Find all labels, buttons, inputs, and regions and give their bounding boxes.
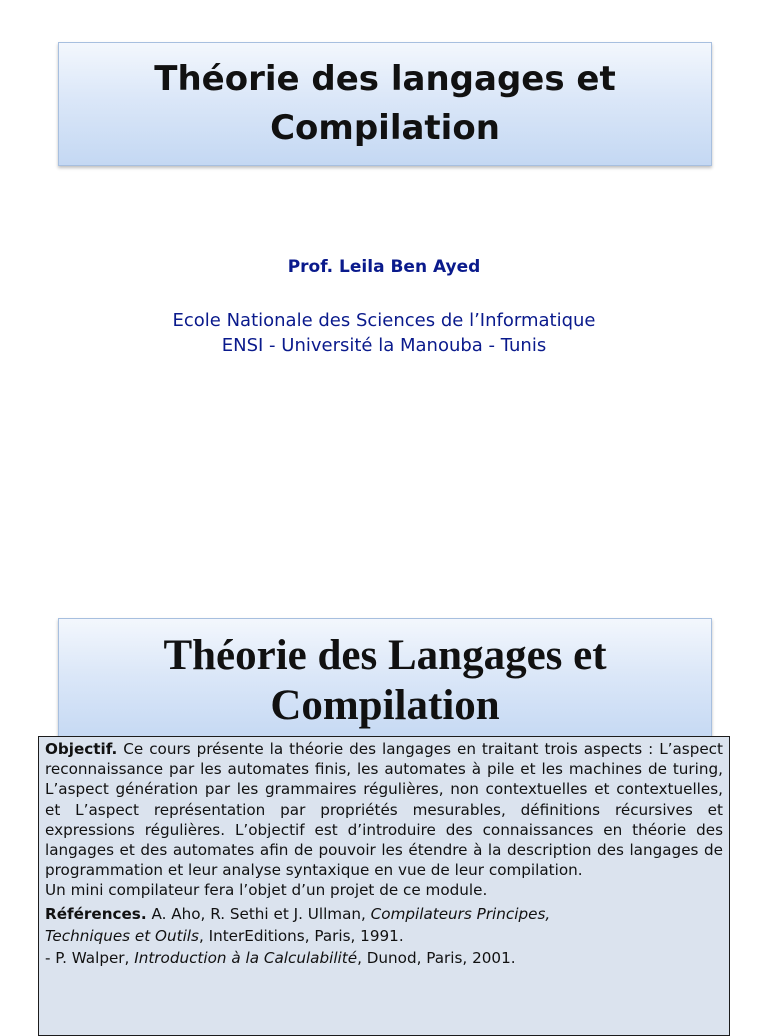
reference-1-title-part-1: Compilateurs Principes, [370, 904, 551, 923]
reference-1-title-part-2: Techniques et Outils [45, 926, 199, 945]
slide-2-title-line-2: Compilation [270, 682, 500, 729]
slide-1-title-box [58, 42, 712, 166]
reference-1-authors: A. Aho, R. Sethi et J. Ullman, [146, 904, 371, 923]
objectif-label: Objectif. [45, 740, 118, 758]
reference-2 [45, 948, 723, 968]
slide-1-title-line-2: Compilation [270, 108, 500, 148]
slide-2-title-line-1: Théorie des Langages et [163, 632, 607, 679]
objectif-paragraph [45, 739, 723, 880]
slide-2 [0, 600, 768, 1024]
references-block [45, 904, 723, 969]
affiliation-line-2: ENSI - Université la Manouba - Tunis [221, 335, 547, 356]
reference-2-publisher: , Dunod, Paris, 2001. [357, 949, 516, 968]
reference-2-title: Introduction à la Calculabilité [134, 949, 358, 968]
reference-2-prefix: - P. Walper, [45, 949, 135, 968]
references-label: Références. [45, 904, 147, 923]
reference-1-line-1 [45, 904, 723, 924]
course-description-box [38, 736, 730, 1036]
affiliation-line-1: Ecole Nationale des Sciences de l’Informatique [172, 310, 596, 331]
reference-1-publisher: , InterEditions, Paris, 1991. [198, 926, 404, 945]
author-name: Prof. Leila Ben Ayed [287, 257, 481, 277]
objectif-text: Ce cours présente la théorie des langages en traitant trois aspects : L’aspect reconnaissance par les automates finis, les automates à pile et les machines de turing, L’aspect génération par les grammaires régulières, non contextuelles et contextuelles, et L’aspect représentation par propriétés mesurables, définitions récursives et expressions régulières. L’objectif est d’introduire des connaissances en théorie des langages et des automates afin de pouvoir les étendre à la description des langages de programmation et leur analyse syntaxique en vue de leur compilation. [45, 740, 723, 880]
slide-2-title-box [58, 618, 712, 744]
reference-1-line-2 [45, 926, 723, 946]
project-text: Un mini compilateur fera l’objet d’un projet de ce module. [45, 881, 488, 900]
slide-1-title-line-1: Théorie des langages et [154, 59, 616, 99]
